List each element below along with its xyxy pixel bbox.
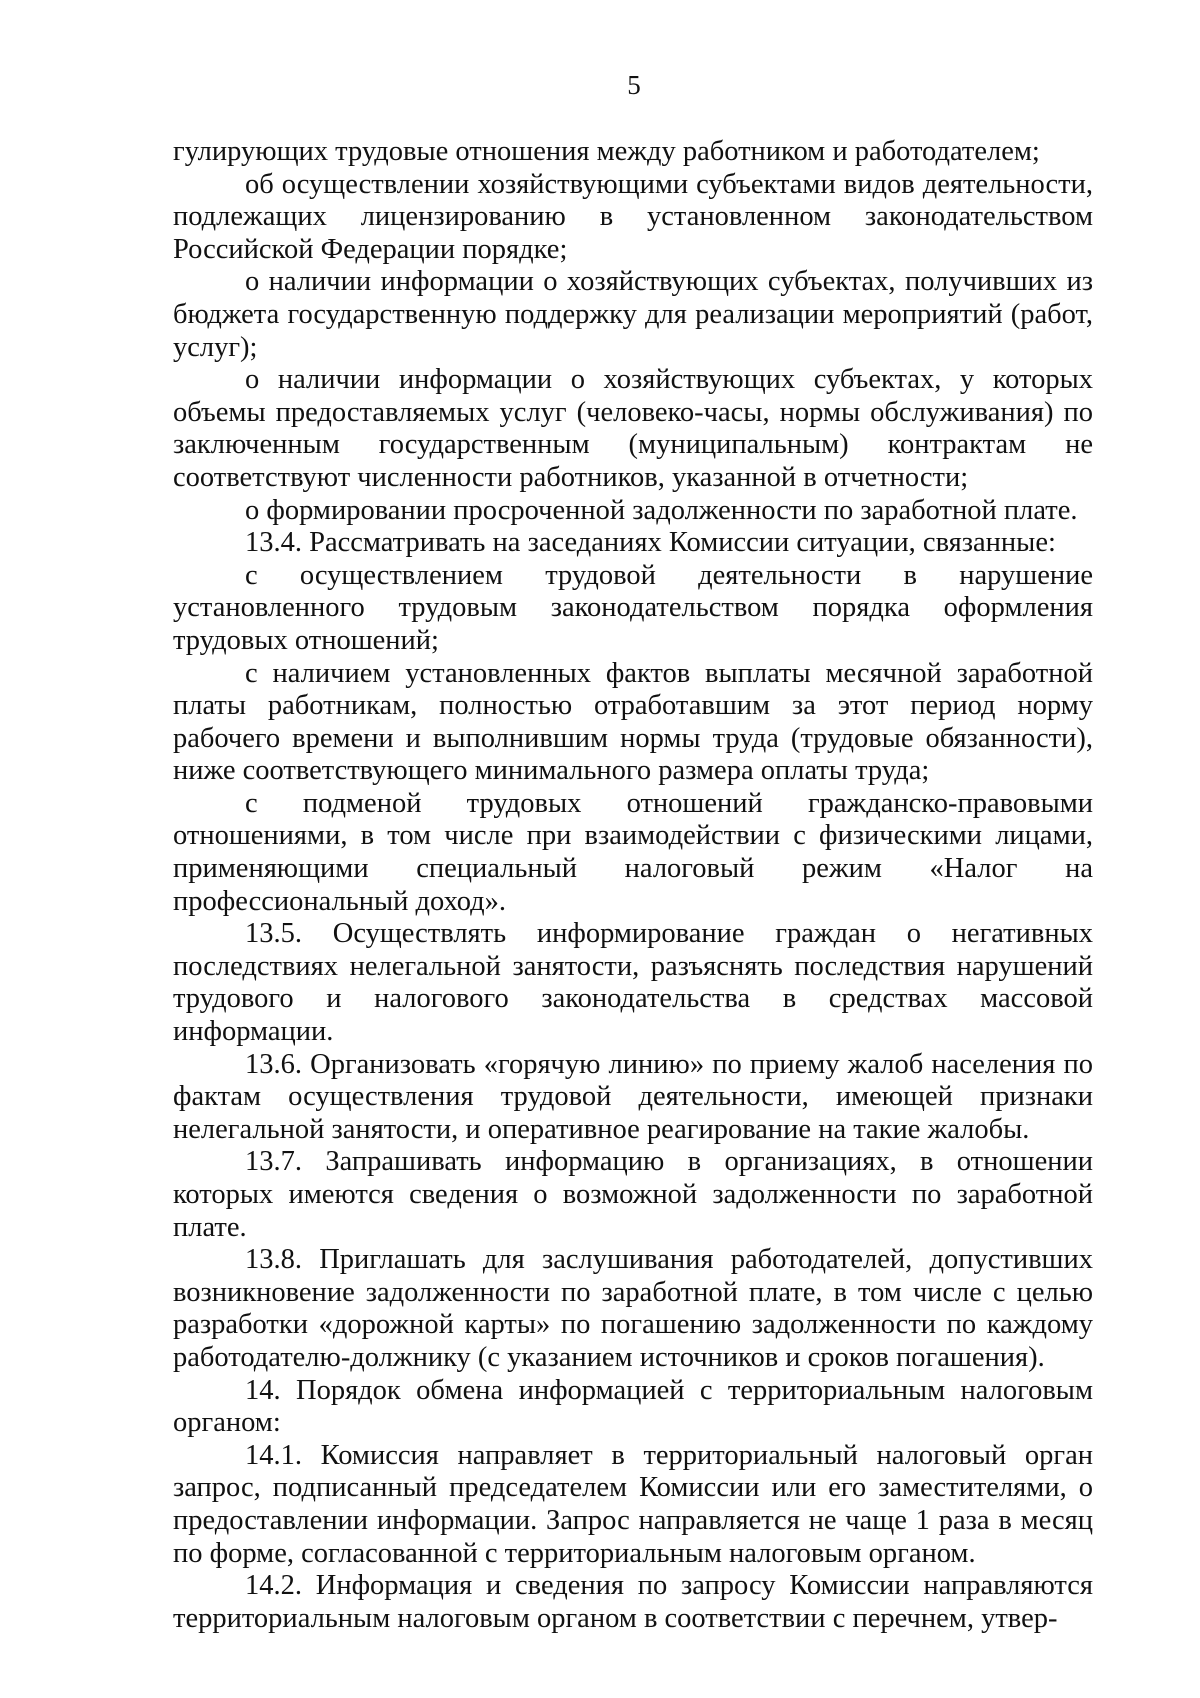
- page-number: 5: [627, 70, 641, 100]
- paragraph: гулирующих трудовые отношения между работником и работодателем;: [173, 136, 1040, 167]
- document-body: [173, 136, 1093, 1635]
- paragraph: с осуществлением трудовой деятельности в нарушение установленного трудовым законодательством порядка оформления трудовых отношений;: [173, 559, 1093, 656]
- paragraph: о формировании просроченной задолженности по заработной плате.: [245, 494, 1078, 526]
- paragraph: о наличии информации о хозяйствующих субъектах, получивших из бюджета государственную поддержку для реализации мероприятий (работ, услуг);: [173, 266, 1093, 363]
- paragraph: 14. Порядок обмена информацией с территориальным налоговым органом:: [173, 1374, 1093, 1439]
- paragraph: о наличии информации о хозяйствующих субъектах, у которых объемы предоставляемых услуг (человеко-часы, нормы обслуживания) по заключенным государственным (муниципальным) контрактам не соответствуют численности работников, указанной в отчетности;: [173, 364, 1093, 493]
- paragraph: 14.1. Комиссия направляет в территориальный налоговый орган запрос, подписанный председателем Комиссии или его заместителями, о предоставлении информации. Запрос направляется не чаще 1 раза в месяц по форме, согласованной с территориальным налоговым органом.: [173, 1439, 1093, 1569]
- paragraph: с наличием установленных фактов выплаты месячной заработной платы работникам, полностью отработавшим за этот период норму рабочего времени и выполнившим нормы труда (трудовые обязанности), ниже соответствующего минимального размера оплаты труда;: [173, 657, 1093, 787]
- paragraph: 13.4. Рассматривать на заседаниях Комиссии ситуации, связанные:: [245, 527, 1056, 559]
- paragraph: об осуществлении хозяйствующими субъектами видов деятельности, подлежащих лицензированию в установленном законодательством Российской Федерации порядке;: [173, 168, 1093, 265]
- paragraph: с подменой трудовых отношений гражданско-правовыми отношениями, в том числе при взаимодействии с физическими лицами, применяющими специальный налоговый режим «Налог на профессиональный доход».: [173, 787, 1093, 917]
- paragraph: 13.7. Запрашивать информацию в организациях, в отношении которых имеются сведения о возможной задолженности по заработной плате.: [173, 1146, 1093, 1243]
- paragraph: 13.5. Осуществлять информирование граждан о негативных последствиях нелегальной занятости, разъяснять последствия нарушений трудового и налогового законодательства в средствах массовой информации.: [173, 918, 1093, 1048]
- paragraph: 14.2. Информация и сведения по запросу Комиссии направляются территориальным налоговым органом в соответствии с перечнем, утвер-: [173, 1570, 1093, 1634]
- paragraph: 13.8. Приглашать для заслушивания работодателей, допустивших возникновение задолженности по заработной плате, в том числе с целью разработки «дорожной карты» по погашению задолженности по каждому работодателю-должнику (с указанием источников и сроков погашения).: [173, 1244, 1093, 1373]
- paragraph: 13.6. Организовать «горячую линию» по приему жалоб населения по фактам осуществления трудовой деятельности, имеющей признаки нелегальной занятости, и оперативное реагирование на такие жалобы.: [173, 1048, 1093, 1145]
